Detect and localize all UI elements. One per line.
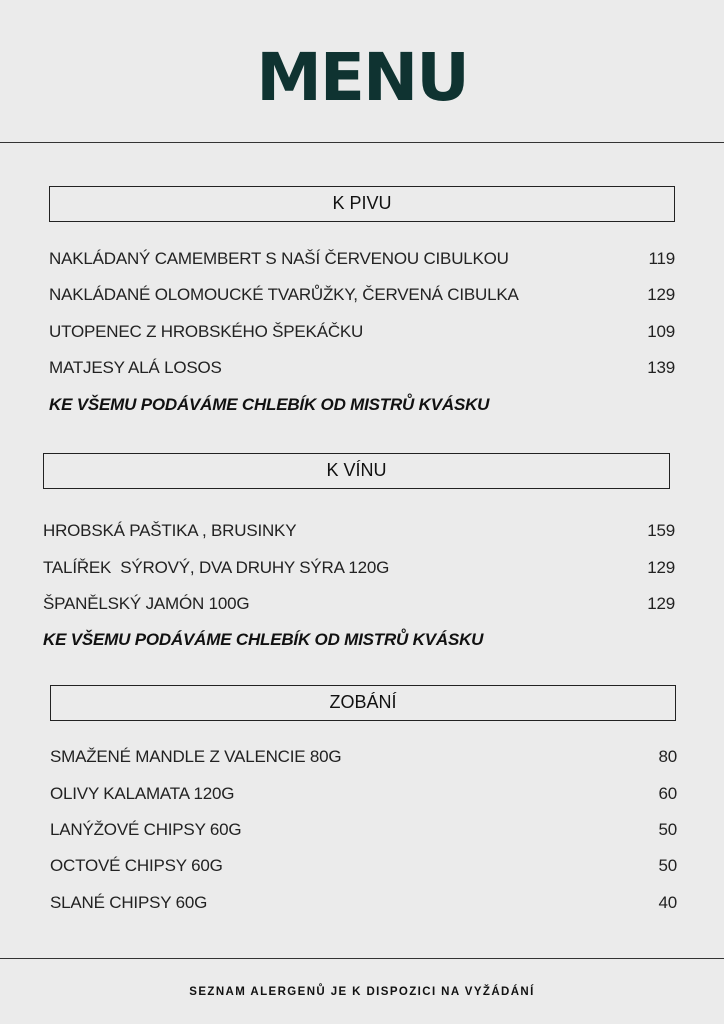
menu-item <box>50 891 677 915</box>
menu-item-name: OLIVY KALAMATA 120G <box>50 784 235 803</box>
menu-item <box>50 818 677 842</box>
menu-item-price: 129 <box>647 558 675 577</box>
menu-item <box>43 519 675 543</box>
menu-item-name: NAKLÁDANÝ CAMEMBERT S NAŠÍ ČERVENOU CIBULKOU <box>49 249 509 268</box>
menu-item-name: UTOPENEC Z HROBSKÉHO ŠPEKÁČKU <box>49 322 364 341</box>
menu-item-price: 50 <box>658 856 677 875</box>
menu-item-price: 80 <box>658 747 677 766</box>
menu-item-price: 129 <box>647 594 675 613</box>
menu-item-name: SLANÉ CHIPSY 60G <box>50 893 208 912</box>
menu-item <box>49 247 675 271</box>
section-heading-k-pivu: K PIVU <box>49 186 675 222</box>
menu-item-price: 129 <box>647 285 675 304</box>
section-heading-k-vinu: K VÍNU <box>43 453 670 489</box>
menu-item <box>43 556 675 580</box>
menu-item-price: 139 <box>647 358 675 377</box>
menu-item <box>50 854 677 878</box>
section-note: KE VŠEMU PODÁVÁME CHLEBÍK OD MISTRŮ KVÁSKU <box>49 395 490 414</box>
menu-item <box>50 782 677 806</box>
menu-item-name: NAKLÁDANÉ OLOMOUCKÉ TVARŮŽKY, ČERVENÁ CIBULKA <box>49 285 519 304</box>
menu-item-name: ŠPANĚLSKÝ JAMÓN 100G <box>43 594 250 613</box>
menu-item-price: 50 <box>658 820 677 839</box>
menu-item-name: LANÝŽOVÉ CHIPSY 60G <box>50 820 242 839</box>
menu-item-name: MATJESY ALÁ LOSOS <box>49 358 222 377</box>
menu-item-name: SMAŽENÉ MANDLE Z VALENCIE 80G <box>50 747 342 766</box>
top-divider <box>0 142 724 143</box>
menu-item-price: 109 <box>647 322 675 341</box>
menu-item-name: HROBSKÁ PAŠTIKA , BRUSINKY <box>43 521 297 540</box>
menu-item <box>50 745 677 769</box>
section-heading-zobani: ZOBÁNÍ <box>50 685 676 721</box>
menu-item <box>43 592 675 616</box>
bottom-divider <box>0 958 724 959</box>
menu-item-name: OCTOVÉ CHIPSY 60G <box>50 856 223 875</box>
menu-item-name: TALÍŘEK SÝROVÝ, DVA DRUHY SÝRA 120G <box>43 558 390 577</box>
menu-item <box>49 320 675 344</box>
menu-item-price: 119 <box>648 249 675 268</box>
menu-item <box>49 283 675 307</box>
allergen-footer-note: SEZNAM ALERGENŮ JE K DISPOZICI NA VYŽÁDÁNÍ <box>189 986 535 998</box>
section-note: KE VŠEMU PODÁVÁME CHLEBÍK OD MISTRŮ KVÁSKU <box>43 630 484 649</box>
menu-item <box>49 356 675 380</box>
page-title: MENU <box>256 39 468 116</box>
menu-item-price: 60 <box>658 784 677 803</box>
menu-item-price: 40 <box>658 893 677 912</box>
menu-item-price: 159 <box>647 521 675 540</box>
